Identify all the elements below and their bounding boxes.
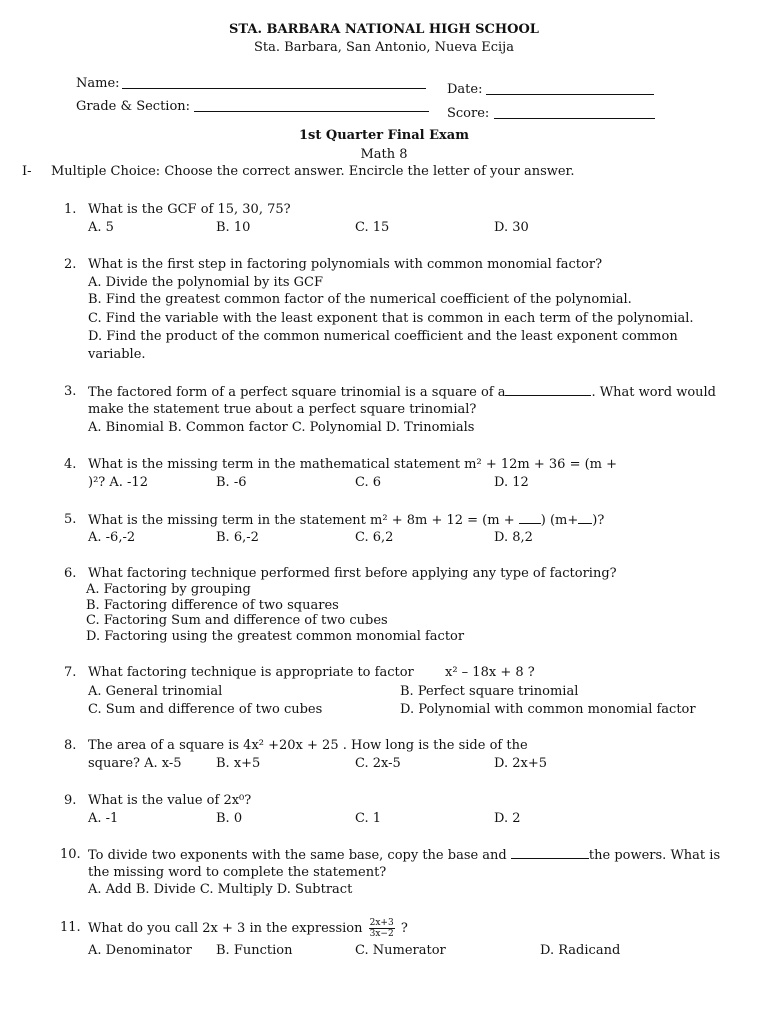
option-d[interactable]: D. 8,2 bbox=[494, 530, 533, 545]
grade-section-field[interactable] bbox=[194, 111, 429, 112]
option-b[interactable]: B. 10 bbox=[216, 220, 251, 235]
name-label: Name: bbox=[76, 76, 120, 91]
question-text-part: the powers. What is bbox=[588, 848, 721, 863]
question-number: 1. bbox=[64, 202, 77, 217]
question-text-part: ) (m+ bbox=[540, 513, 579, 528]
option-d[interactable]: D. Polynomial with common monomial factor bbox=[400, 702, 696, 717]
option-d-continued: variable. bbox=[88, 347, 146, 362]
question-text-part: To divide two exponents with the same base, copy the base and bbox=[88, 848, 507, 863]
question-text-part: )? bbox=[592, 513, 605, 528]
question-text bbox=[88, 847, 720, 863]
options-line[interactable]: A. Binomial B. Common factor C. Polynomial D. Trinomials bbox=[88, 420, 475, 435]
option-a[interactable]: A. Denominator bbox=[88, 943, 192, 958]
section-instruction: Multiple Choice: Choose the correct answer. Encircle the letter of your answer. bbox=[51, 164, 575, 179]
option-d[interactable]: D. Find the product of the common numerical coefficient and the least exponent common bbox=[88, 329, 678, 344]
option-a[interactable]: A. -1 bbox=[88, 811, 119, 826]
option-b[interactable]: B. 6,-2 bbox=[216, 530, 259, 545]
option-c[interactable]: C. 15 bbox=[355, 220, 390, 235]
option-c[interactable]: C. 6,2 bbox=[355, 530, 394, 545]
school-address: Sta. Barbara, San Antonio, Nueva Ecija bbox=[254, 40, 514, 55]
option-c[interactable]: C. Factoring Sum and difference of two cubes bbox=[86, 613, 388, 628]
question-text: What is the value of 2x⁰? bbox=[88, 793, 252, 808]
option-d[interactable]: D. 30 bbox=[494, 220, 529, 235]
fraction-expression bbox=[369, 918, 395, 939]
question-text: What is the missing term in the mathematical statement m² + 12m + 36 = (m + bbox=[88, 457, 618, 472]
question-number: 7. bbox=[64, 665, 77, 680]
question-text-part: What is the missing term in the statement m² + 8m + 12 = (m + bbox=[88, 513, 515, 528]
school-name: STA. BARBARA NATIONAL HIGH SCHOOL bbox=[229, 22, 539, 37]
date-label: Date: bbox=[447, 82, 483, 97]
option-a[interactable]: A. Factoring by grouping bbox=[86, 582, 251, 597]
question-number: 8. bbox=[64, 738, 77, 753]
option-c[interactable]: C. Sum and difference of two cubes bbox=[88, 702, 323, 717]
exam-title: 1st Quarter Final Exam bbox=[299, 128, 469, 143]
question-text: What factoring technique performed first before applying any type of factoring? bbox=[88, 566, 617, 581]
option-a[interactable]: A. -6,-2 bbox=[88, 530, 136, 545]
question-expression: x² – 18x + 8 ? bbox=[445, 665, 535, 680]
question-text-part: What do you call 2x + 3 in the expression bbox=[88, 921, 363, 936]
option-c[interactable]: C. 6 bbox=[355, 475, 382, 490]
answer-blank[interactable] bbox=[578, 512, 592, 524]
option-a[interactable]: A. General trinomial bbox=[88, 684, 223, 699]
question-text-part: The factored form of a perfect square trinomial is a square of a bbox=[88, 385, 506, 400]
fraction-denominator: 3x−2 bbox=[369, 929, 394, 939]
option-a[interactable]: square? A. x-5 bbox=[88, 756, 182, 771]
question-number: 4. bbox=[64, 457, 77, 472]
question-text bbox=[88, 914, 408, 944]
question-text-line2: the missing word to complete the statement? bbox=[88, 865, 387, 880]
question-text bbox=[88, 512, 604, 528]
question-number: 6. bbox=[64, 566, 77, 581]
score-field[interactable] bbox=[494, 118, 655, 119]
options-line[interactable]: A. Add B. Divide C. Multiply D. Subtract bbox=[88, 882, 353, 897]
grade-section-label: Grade & Section: bbox=[76, 99, 191, 114]
question-number: 3. bbox=[64, 384, 77, 399]
option-b[interactable]: B. Perfect square trinomial bbox=[400, 684, 579, 699]
question-number: 11. bbox=[60, 920, 81, 935]
option-b[interactable]: B. -6 bbox=[216, 475, 247, 490]
question-text-part: . What word would bbox=[591, 385, 717, 400]
question-text: What factoring technique is appropriate to factor bbox=[88, 665, 414, 680]
question-text bbox=[88, 384, 716, 400]
section-number: I- bbox=[22, 164, 32, 179]
option-b[interactable]: B. Factoring difference of two squares bbox=[86, 598, 339, 613]
question-number: 9. bbox=[64, 793, 77, 808]
option-d[interactable]: D. Radicand bbox=[540, 943, 621, 958]
option-c[interactable]: C. 2x-5 bbox=[355, 756, 401, 771]
answer-blank[interactable] bbox=[505, 384, 591, 396]
option-b[interactable]: B. 0 bbox=[216, 811, 243, 826]
question-number: 5. bbox=[64, 512, 77, 527]
option-c[interactable]: C. Find the variable with the least exponent that is common in each term of the polynomial. bbox=[88, 311, 694, 326]
option-c[interactable]: C. 1 bbox=[355, 811, 382, 826]
name-field[interactable] bbox=[122, 88, 426, 89]
score-label: Score: bbox=[447, 106, 490, 121]
answer-blank[interactable] bbox=[519, 512, 541, 524]
option-b[interactable]: B. x+5 bbox=[216, 756, 261, 771]
option-c[interactable]: C. Numerator bbox=[355, 943, 446, 958]
question-text-line2: make the statement true about a perfect square trinomial? bbox=[88, 402, 477, 417]
exam-subject: Math 8 bbox=[360, 147, 408, 162]
option-d[interactable]: D. 2 bbox=[494, 811, 521, 826]
question-text: The area of a square is 4x² +20x + 25 . How long is the side of the bbox=[88, 738, 528, 753]
option-a[interactable]: A. Divide the polynomial by its GCF bbox=[88, 275, 324, 290]
question-number: 2. bbox=[64, 257, 77, 272]
question-text: What is the first step in factoring polynomials with common monomial factor? bbox=[88, 257, 603, 272]
date-field[interactable] bbox=[486, 94, 654, 95]
option-a[interactable]: )²? A. -12 bbox=[88, 475, 148, 490]
option-d[interactable]: D. 2x+5 bbox=[494, 756, 547, 771]
option-b[interactable]: B. Find the greatest common factor of the numerical coefficient of the polynomial. bbox=[88, 292, 632, 307]
question-number: 10. bbox=[60, 847, 81, 862]
answer-blank[interactable] bbox=[511, 847, 589, 859]
option-d[interactable]: D. Factoring using the greatest common monomial factor bbox=[86, 629, 465, 644]
option-b[interactable]: B. Function bbox=[216, 943, 293, 958]
question-mark: ? bbox=[400, 921, 408, 936]
question-text: What is the GCF of 15, 30, 75? bbox=[88, 202, 291, 217]
option-d[interactable]: D. 12 bbox=[494, 475, 529, 490]
fraction-numerator: 2x+3 bbox=[369, 918, 394, 928]
option-a[interactable]: A. 5 bbox=[88, 220, 114, 235]
